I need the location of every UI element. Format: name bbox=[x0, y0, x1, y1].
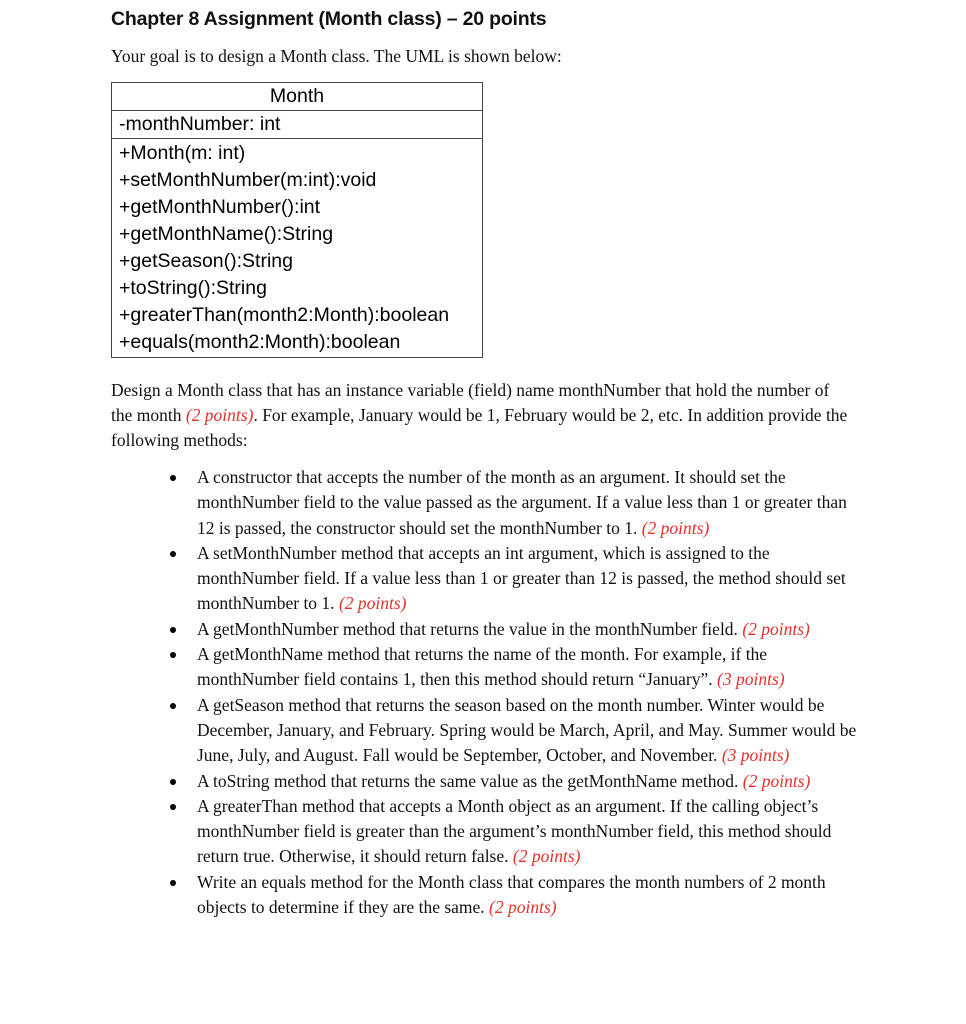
list-item bbox=[197, 870, 862, 921]
uml-class-name: Month bbox=[112, 83, 482, 111]
list-item bbox=[197, 769, 862, 794]
page-title: Chapter 8 Assignment (Month class) – 20 points bbox=[111, 8, 547, 30]
uml-field: -monthNumber: int bbox=[112, 111, 482, 139]
list-item bbox=[197, 465, 862, 541]
requirement-text: A setMonthNumber method that accepts an int argument, which is assigned to the monthNumber field. If a value less than 1 or greater than 12 is passed, the method should set monthNumber to 1. bbox=[197, 542, 846, 614]
points-label: (2 points) bbox=[641, 517, 710, 538]
list-item bbox=[197, 617, 862, 642]
requirement-text: Write an equals method for the Month class that compares the month numbers of 2 month objects to determine if they are the same. bbox=[197, 871, 826, 918]
uml-class-diagram bbox=[111, 82, 483, 358]
list-item bbox=[197, 642, 862, 693]
requirement-text: A getMonthName method that returns the name of the month. For example, if the monthNumber field contains 1, then this method should return “January”. bbox=[197, 644, 768, 690]
list-item bbox=[197, 541, 862, 617]
list-item bbox=[197, 794, 862, 870]
uml-method: +getMonthNumber():int bbox=[119, 196, 321, 218]
requirement-text: A greaterThan method that accepts a Month object as an argument. If the calling object’s monthNumber field is greater than the argument’s monthNumber field, this method should return true. Otherwise, it should return false. bbox=[197, 795, 832, 867]
uml-method: +getMonthName():String bbox=[119, 223, 334, 245]
requirement-text: A getMonthNumber method that returns the value in the monthNumber field. bbox=[197, 618, 743, 639]
requirement-text: A getSeason method that returns the season based on the month number. Winter would be December, January, and February. Spring would be March, April, and May. Summer would be June, July, and August. Fall would be September, October, and November. bbox=[197, 694, 857, 766]
points-label: (2 points) bbox=[489, 897, 557, 918]
list-item bbox=[197, 693, 862, 769]
description-paragraph bbox=[111, 378, 851, 453]
uml-method: +getSeason():String bbox=[119, 250, 293, 272]
requirement-text: A constructor that accepts the number of the month as an argument. It should set the monthNumber field to the value passed as the argument. If a value less than 1 or greater than 12 is passed, the constructor should set the monthNumber to 1. bbox=[197, 467, 847, 538]
points-label: (2 points) bbox=[338, 593, 407, 614]
points-label: (2 points) bbox=[185, 405, 254, 425]
requirements-list bbox=[197, 465, 862, 920]
uml-method: +Month(m: int) bbox=[119, 142, 246, 164]
uml-method: +setMonthNumber(m:int):void bbox=[119, 169, 377, 191]
uml-method: +greaterThan(month2:Month):boolean bbox=[119, 304, 450, 326]
uml-methods bbox=[112, 139, 482, 357]
description-text: . For example, January would be 1, February would be 2, etc. In addition provide the following methods: bbox=[111, 405, 848, 450]
points-label: (3 points) bbox=[721, 745, 790, 766]
description-text: Design a Month class that has an instance variable (field) name monthNumber that hold the number of the month bbox=[111, 380, 830, 425]
intro-text: Your goal is to design a Month class. The UML is shown below: bbox=[111, 46, 562, 66]
points-label: (2 points) bbox=[742, 770, 811, 791]
uml-method: +toString():String bbox=[119, 277, 267, 299]
points-label: (2 points) bbox=[512, 846, 581, 867]
requirement-text: A toString method that returns the same value as the getMonthName method. bbox=[197, 770, 743, 791]
points-label: (2 points) bbox=[742, 618, 810, 639]
points-label: (3 points) bbox=[717, 669, 785, 690]
uml-method: +equals(month2:Month):boolean bbox=[119, 331, 401, 353]
